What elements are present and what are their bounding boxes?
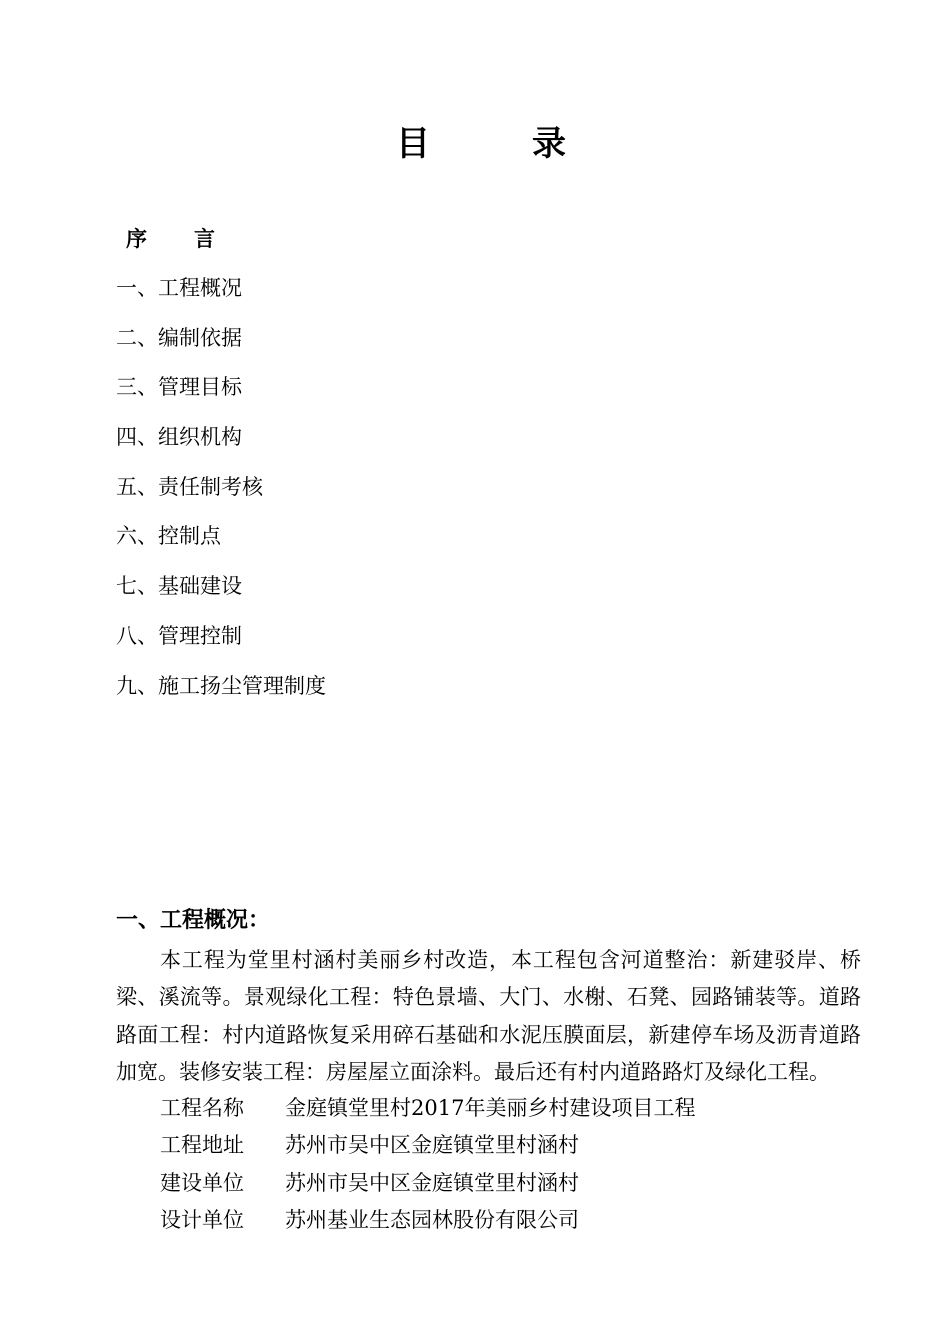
info-value: 苏州市吴中区金庭镇堂里村涵村 bbox=[285, 1133, 579, 1158]
info-row bbox=[160, 1165, 695, 1202]
toc-item: 三、管理目标 bbox=[116, 375, 242, 400]
info-row bbox=[160, 1090, 695, 1127]
info-label: 建设单位 bbox=[160, 1170, 244, 1195]
section-heading-overview: 一、工程概况： bbox=[116, 908, 271, 933]
info-label: 工程名称 bbox=[160, 1096, 244, 1120]
info-row bbox=[160, 1127, 695, 1164]
toc-item: 二、编制依据 bbox=[116, 325, 242, 350]
info-row bbox=[160, 1202, 695, 1239]
project-info-table bbox=[160, 1090, 695, 1239]
toc-item: 八、管理控制 bbox=[116, 623, 242, 648]
info-label: 工程地址 bbox=[160, 1133, 244, 1158]
toc-item: 四、组织机构 bbox=[116, 425, 242, 450]
toc-title-char-2: 录 bbox=[532, 124, 566, 164]
toc-list bbox=[116, 273, 326, 720]
toc-item: 五、责任制考核 bbox=[116, 474, 263, 499]
toc-item: 七、基础建设 bbox=[116, 574, 242, 599]
preface-char-2: 言 bbox=[194, 227, 215, 251]
toc-item: 一、工程概况 bbox=[116, 276, 242, 300]
info-value: 苏州市吴中区金庭镇堂里村涵村 bbox=[285, 1170, 579, 1195]
info-value: 苏州基业生态园林股份有限公司 bbox=[285, 1207, 579, 1232]
toc-title-char-1: 目 bbox=[396, 124, 430, 164]
toc-item: 六、控制点 bbox=[116, 524, 221, 549]
overview-paragraph: 本工程为堂里村涵村美丽乡村改造，本工程包含河道整治：新建驳岸、桥梁、溪流等。景观绿化工程：特色景墙、大门、水榭、石凳、园路铺装等。道路路面工程：村内道路恢复采用碎石基础和水泥压膜面层，新建停车场及沥青道路加宽。装修安装工程：房屋屋立面涂料。最后还有村内道路路灯及绿化工程。 bbox=[116, 948, 861, 1084]
preface-char-1: 序 bbox=[126, 227, 147, 251]
info-label: 设计单位 bbox=[160, 1207, 244, 1232]
toc-item: 九、施工扬尘管理制度 bbox=[116, 673, 326, 698]
info-value: 金庭镇堂里村2017年美丽乡村建设项目工程 bbox=[285, 1096, 696, 1120]
